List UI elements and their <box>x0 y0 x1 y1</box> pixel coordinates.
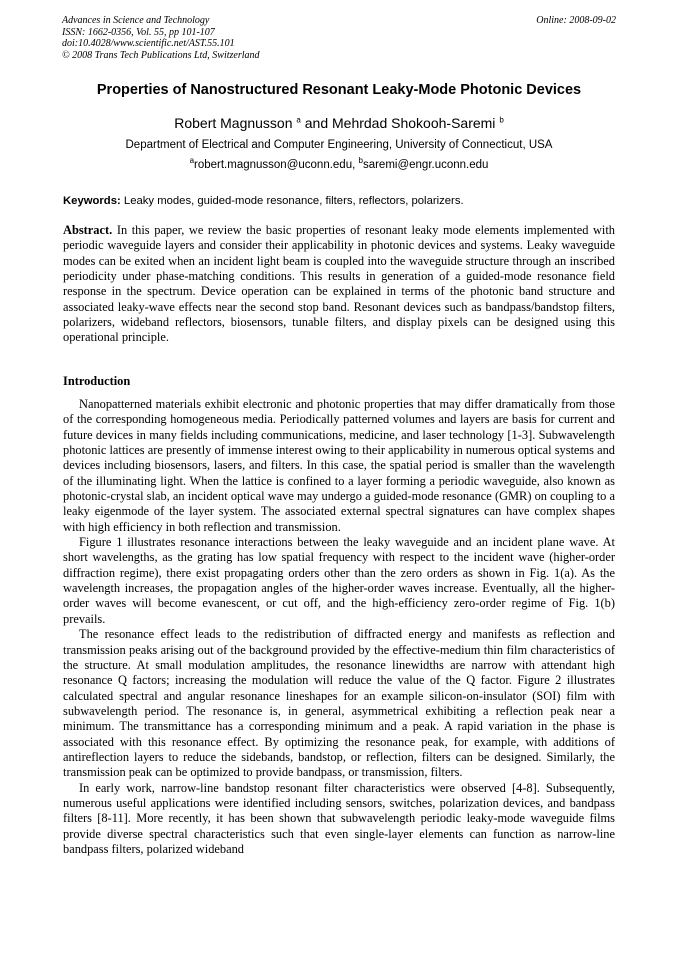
section-heading-introduction: Introduction <box>63 374 131 388</box>
journal-name: Advances in Science and Technology <box>62 15 210 26</box>
abstract <box>63 223 615 346</box>
abstract-label: Abstract. <box>63 223 113 237</box>
keywords <box>63 195 615 207</box>
email-1: robert.magnusson@uconn.edu, <box>194 159 356 171</box>
email-2: saremi@engr.uconn.edu <box>362 159 489 171</box>
intro-paragraph-2: Figure 1 illustrates resonance interactions between the leaky waveguide and an incident plane wave. At short wavelengths, as the grating has low spatial frequency with respect to the incident wave (higher-order diffraction regime), there exist propagating orders other than the zero orders as shown in Fig. 1(a). As the wavelength increases, the propagation angles of the higher-order waves increase. Eventually, all the higher-order waves will become evanescent, or cut off, and the high-efficiency zero-order regime of Fig. 1(b) prevails. <box>63 535 615 626</box>
author-connector: and <box>304 115 329 131</box>
intro-paragraph-4: In early work, narrow-line bandstop resonant filter characteristics were observed [4-8]. Subsequently, numerous useful applications were identified including sensors, switches, polarization devices, and bandpass filters [8-11]. More recently, it has been shown that subwavelength periodic leaky-mode waveguide films provide diverse spectral characteristics such that even single-layer elements can function as narrow-line bandpass filters, polarized wideband <box>63 780 615 856</box>
issn-line: ISSN: 1662-0356, Vol. 55, pp 101-107 <box>62 26 215 38</box>
keywords-label: Keywords: <box>63 195 121 207</box>
keywords-text: Leaky modes, guided-mode resonance, filters, reflectors, polarizers. <box>123 195 464 207</box>
author-2: Mehrdad Shokooh-Saremi <box>332 115 496 131</box>
author-1: Robert Magnusson <box>174 115 293 131</box>
author-line <box>0 115 678 131</box>
email-2-mark: b <box>358 156 363 166</box>
online-date: Online: 2008-09-02 <box>536 15 616 26</box>
intro-paragraph-1: Nanopatterned materials exhibit electronic and photonic properties that may differ dramatically from those of the corresponding homogeneous media. Periodically patterned volumes and layers are basis for current and future devices in many fields including communications, medicine, and laser technology [1-3]. Subwavelength photonic lattices are presently of immense interest owing to their applicability in numerous optical systems and devices including biosensors, lasers, and filters. In this case, the spatial period is smaller than the wavelength of the illuminating light. When the lattice is confined to a layer forming a periodic waveguide, also known as photonic-crystal slab, an incident optical wave may undergo a guided-mode resonance (GMR) on coupling to a leaky eigenmode of the layer system. The associated external spectral signatures can have complex shapes with high efficiency in both reflection and transmission. <box>63 397 615 534</box>
affiliation: Department of Electrical and Computer Engineering, University of Connecticut, USA <box>125 139 553 151</box>
journal-header <box>62 15 616 61</box>
email-1-mark: a <box>189 156 195 166</box>
abstract-text: In this paper, we review the basic properties of resonant leaky mode elements implemented with periodic waveguide layers and consider their applicability in photonic devices and systems. Leaky waveguide modes can be exited when an incident light beam is coupled into the waveguide structure through an inscribed periodicity under phase-matching conditions. This results in generation of a guided-mode resonance field response in the spectrum. Device operation can be explained in terms of the photonic band structure and associated leaky-wave effects near the second stop band. Resonant devices such as bandpass/bandstop filters, polarizers, wideband reflectors, biosensors, tunable filters, and display pixels can be designed using this operational principle. <box>63 223 615 345</box>
doi-line: doi:10.4028/www.scientific.net/AST.55.101 <box>62 38 235 49</box>
email-line <box>0 156 678 171</box>
introduction-body <box>63 397 615 857</box>
author-2-mark: b <box>499 115 504 125</box>
author-1-mark: a <box>296 115 301 125</box>
copyright-line: © 2008 Trans Tech Publications Ltd, Switzerland <box>62 49 260 61</box>
intro-paragraph-3: The resonance effect leads to the redistribution of diffracted energy and manifests as reflection and transmission peaks arising out of the background provided by the effective-medium thin film characteristics of the structure. At small modulation amplitudes, the resonance linewidths are narrow with attendant high resonance Q factors; increasing the modulation will reduce the value of the Q factor. Figure 2 illustrates calculated spectral and angular resonance lineshapes for an example silicon-on-insulator (SOI) film with subwavelength period. The resonance is, in general, asymmetrical exhibiting a reflection peak near a minimum. The transmittance has a corresponding minimum and a peak. A rapid variation in the phase is associated with this resonance effect. By optimizing the resonance peak, for example, with additions of antireflection layers to reduce the sidebands, bandstop, or reflection, filters can be designed. Similarly, the transmission peak can be optimized to provide bandpass, or transmission, filters. <box>63 627 615 780</box>
paper-title: Properties of Nanostructured Resonant Leaky-Mode Photonic Devices <box>96 82 582 98</box>
